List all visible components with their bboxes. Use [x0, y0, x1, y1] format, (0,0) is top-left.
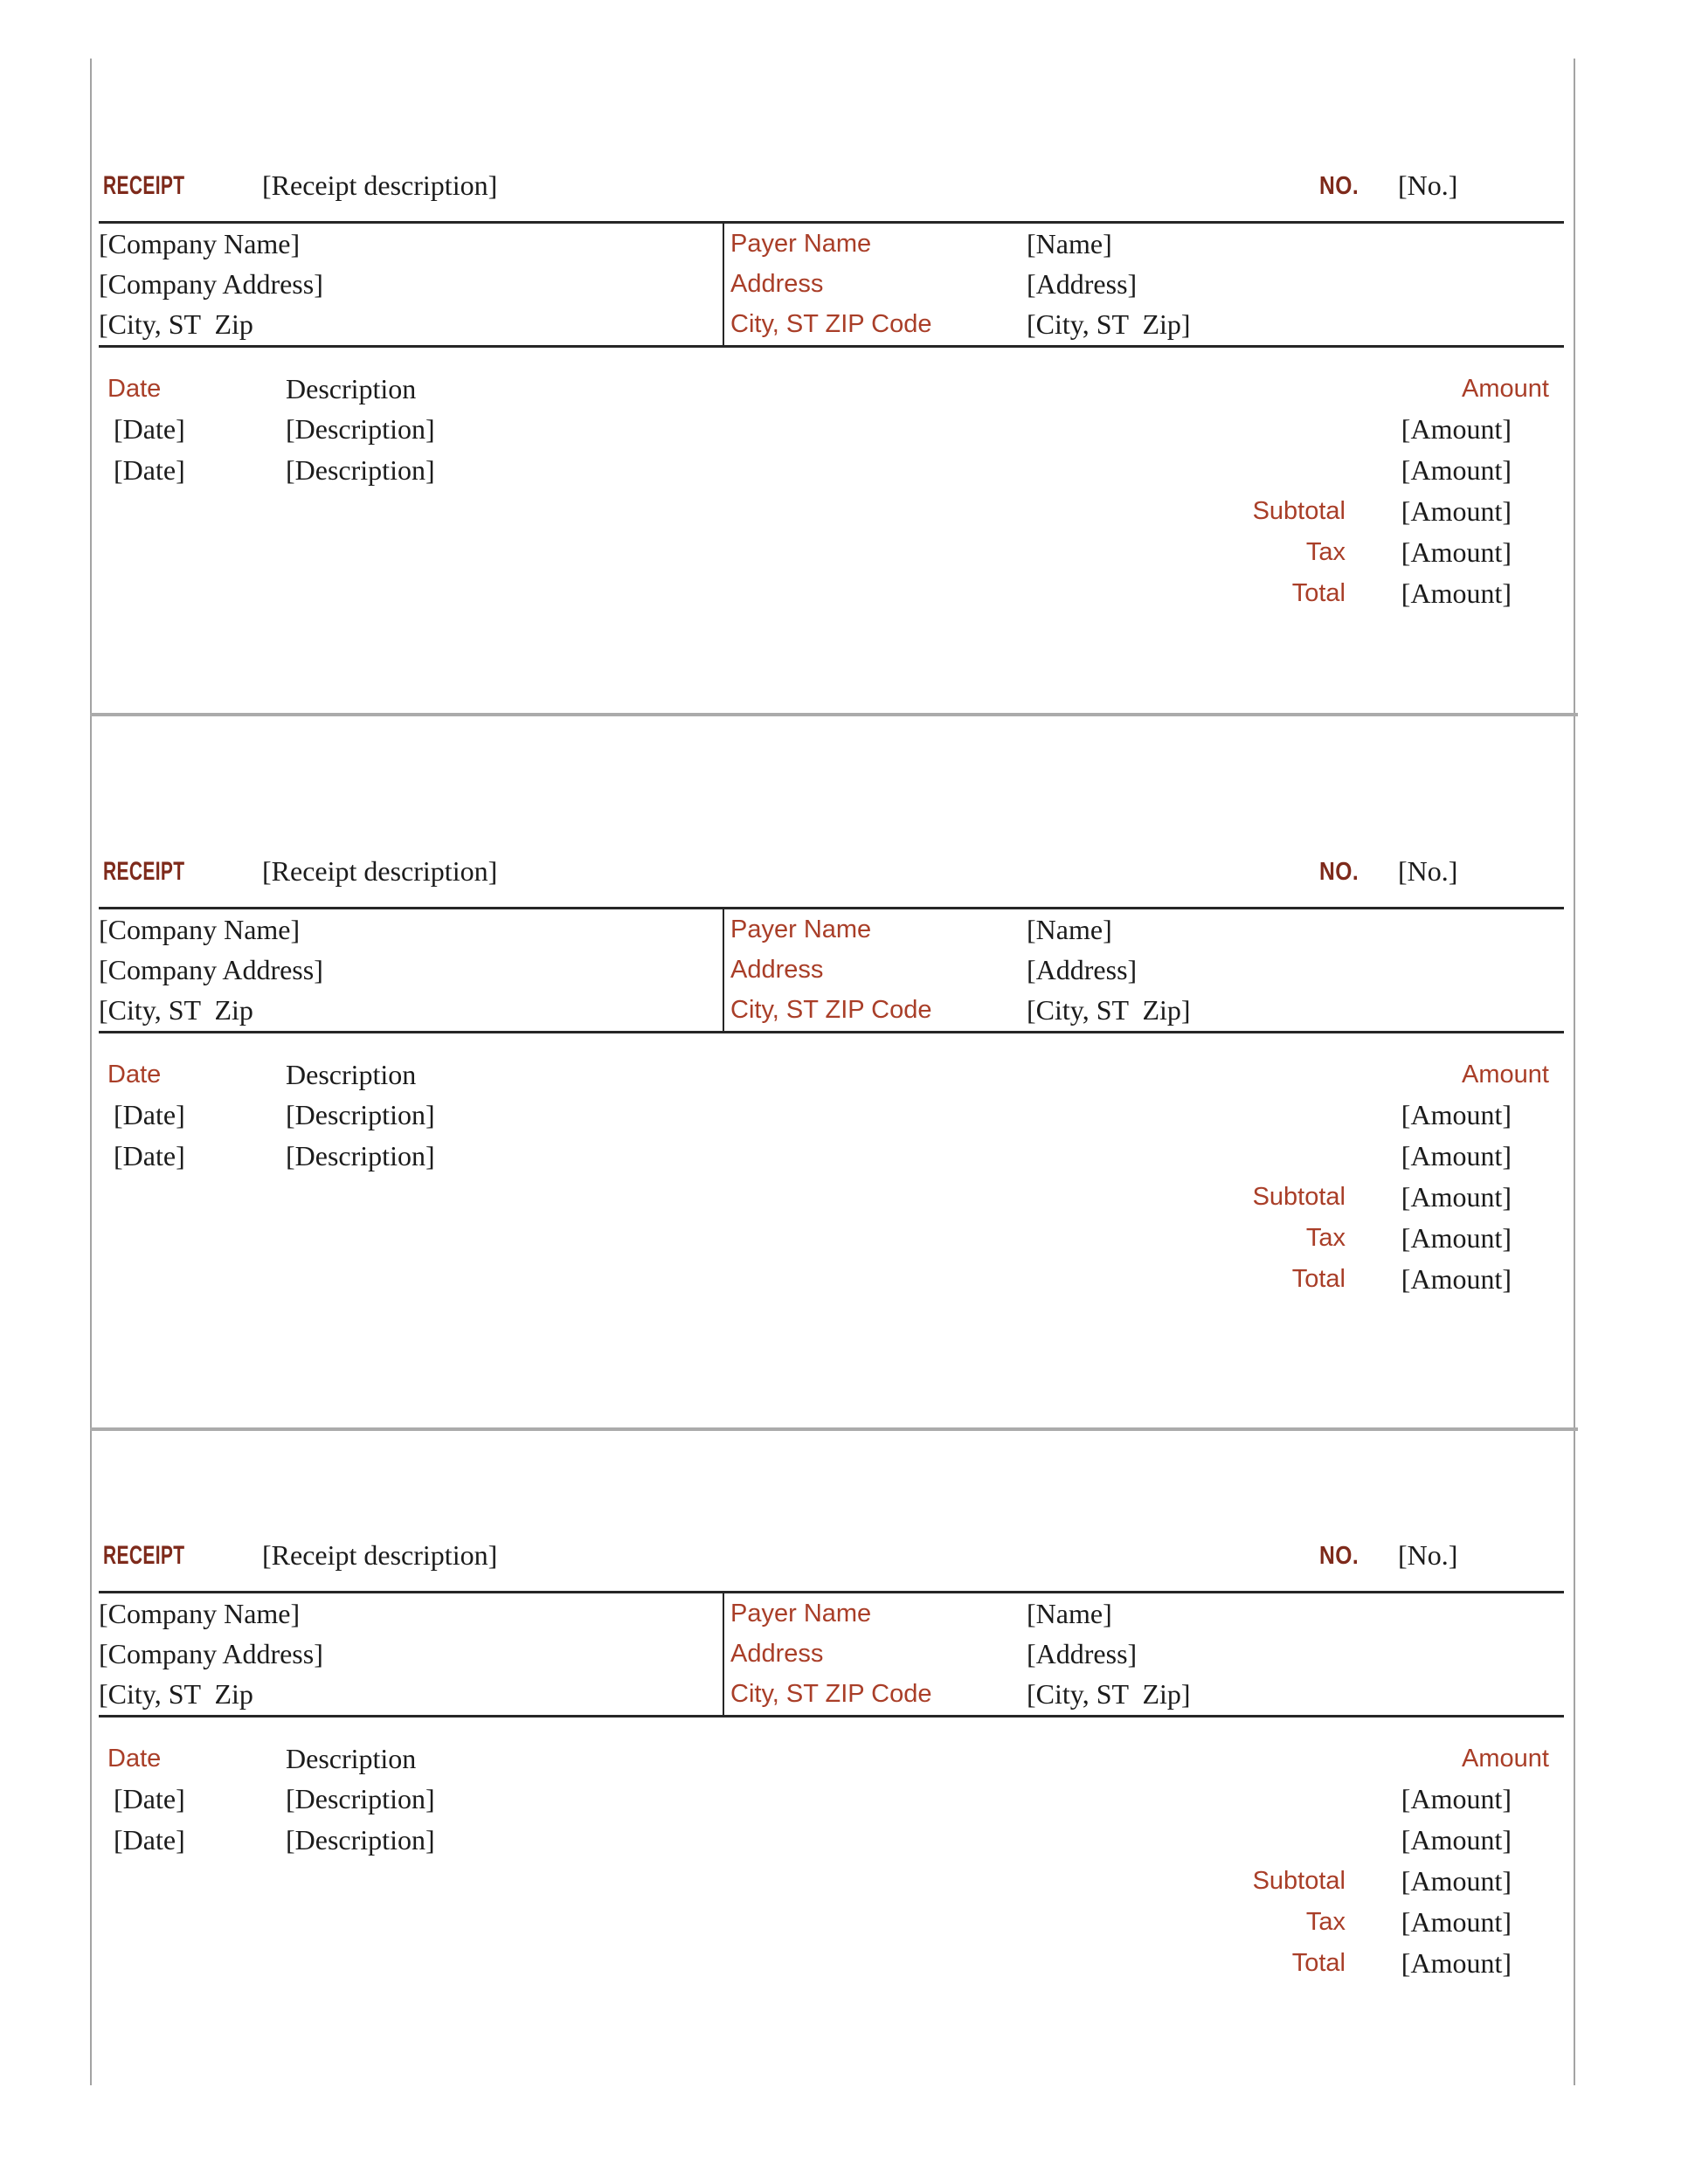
payer-city-value: [City, ST Zip]: [1027, 1678, 1191, 1710]
receipt-heading: RECEIPT: [103, 1541, 185, 1570]
item-date: [Date]: [114, 1783, 185, 1814]
payer-address-value: [Address]: [1027, 268, 1138, 300]
item-description: [Description]: [286, 1783, 435, 1814]
company-name: [Company Name]: [99, 914, 301, 945]
subtotal-amount: [Amount]: [1401, 1181, 1512, 1213]
receipt-no-value: [No.]: [1398, 1539, 1458, 1571]
company-city: [City, ST Zip: [99, 994, 253, 1026]
subtotal-amount: [Amount]: [1401, 495, 1512, 527]
receipt-heading: RECEIPT: [103, 171, 185, 200]
receipt-no-label: NO.: [1319, 172, 1359, 200]
description-column-header: Description: [286, 1059, 417, 1090]
total-amount: [Amount]: [1401, 577, 1512, 609]
subtotal-label: Subtotal: [1252, 1183, 1346, 1211]
payer-name-value: [Name]: [1027, 1598, 1112, 1629]
item-date: [Date]: [114, 413, 185, 445]
company-name: [Company Name]: [99, 228, 301, 259]
date-column-header: Date: [107, 1745, 162, 1773]
item-date: [Date]: [114, 454, 185, 486]
payer-name-label: Payer Name: [730, 1600, 872, 1628]
tax-amount: [Amount]: [1401, 536, 1512, 568]
payer-city-label: City, ST ZIP Code: [730, 996, 932, 1024]
item-description: [Description]: [286, 1824, 435, 1856]
item-description: [Description]: [286, 413, 435, 445]
item-amount: [Amount]: [1401, 1783, 1512, 1814]
item-date: [Date]: [114, 1824, 185, 1856]
address-cell-divider: [723, 1593, 724, 1715]
item-amount: [Amount]: [1401, 1824, 1512, 1856]
tax-amount: [Amount]: [1401, 1906, 1512, 1938]
payer-city-label: City, ST ZIP Code: [730, 310, 932, 338]
payer-address-value: [Address]: [1027, 954, 1138, 985]
payer-address-value: [Address]: [1027, 1638, 1138, 1669]
receipt-no-label: NO.: [1319, 1542, 1359, 1570]
receipt-description: [Receipt description]: [262, 855, 498, 887]
tax-label: Tax: [1305, 1908, 1346, 1936]
payer-name-value: [Name]: [1027, 914, 1112, 945]
receipt-description: [Receipt description]: [262, 1539, 498, 1571]
item-date: [Date]: [114, 1099, 185, 1130]
company-address: [Company Address]: [99, 954, 323, 985]
receipt-section-1: [0, 166, 1688, 620]
horizontal-rule-bottom: [99, 1031, 1564, 1033]
item-description: [Description]: [286, 1099, 435, 1130]
subtotal-label: Subtotal: [1252, 497, 1346, 525]
date-column-header: Date: [107, 1061, 162, 1089]
payer-address-label: Address: [730, 270, 824, 298]
receipt-no-label: NO.: [1319, 858, 1359, 886]
company-address: [Company Address]: [99, 268, 323, 300]
receipt-section-3: [0, 1536, 1688, 1990]
payer-address-label: Address: [730, 1640, 824, 1668]
item-amount: [Amount]: [1401, 1099, 1512, 1130]
item-description: [Description]: [286, 454, 435, 486]
description-column-header: Description: [286, 373, 417, 404]
horizontal-rule-bottom: [99, 1715, 1564, 1717]
receipt-heading: RECEIPT: [103, 857, 185, 886]
receipt-section-2: [0, 852, 1688, 1306]
amount-column-header: Amount: [1462, 375, 1549, 403]
company-city: [City, ST Zip: [99, 308, 253, 340]
company-address: [Company Address]: [99, 1638, 323, 1669]
item-amount: [Amount]: [1401, 413, 1512, 445]
address-cell-divider: [723, 909, 724, 1031]
payer-name-value: [Name]: [1027, 228, 1112, 259]
receipt-no-value: [No.]: [1398, 855, 1458, 887]
total-amount: [Amount]: [1401, 1263, 1512, 1295]
tax-amount: [Amount]: [1401, 1222, 1512, 1254]
tax-label: Tax: [1305, 538, 1346, 566]
payer-address-label: Address: [730, 956, 824, 984]
total-label: Total: [1291, 1949, 1346, 1977]
total-amount: [Amount]: [1401, 1947, 1512, 1979]
item-description: [Description]: [286, 1140, 435, 1171]
payer-city-label: City, ST ZIP Code: [730, 1680, 932, 1708]
subtotal-amount: [Amount]: [1401, 1865, 1512, 1897]
total-label: Total: [1291, 579, 1346, 607]
amount-column-header: Amount: [1462, 1061, 1549, 1089]
subtotal-label: Subtotal: [1252, 1867, 1346, 1895]
item-amount: [Amount]: [1401, 1140, 1512, 1171]
item-amount: [Amount]: [1401, 454, 1512, 486]
payer-name-label: Payer Name: [730, 916, 872, 943]
company-name: [Company Name]: [99, 1598, 301, 1629]
payer-city-value: [City, ST Zip]: [1027, 308, 1191, 340]
total-label: Total: [1291, 1265, 1346, 1293]
tax-label: Tax: [1305, 1224, 1346, 1252]
date-column-header: Date: [107, 375, 162, 403]
amount-column-header: Amount: [1462, 1745, 1549, 1773]
address-cell-divider: [723, 223, 724, 345]
payer-name-label: Payer Name: [730, 230, 872, 258]
company-city: [City, ST Zip: [99, 1678, 253, 1710]
horizontal-rule-bottom: [99, 345, 1564, 348]
item-date: [Date]: [114, 1140, 185, 1171]
payer-city-value: [City, ST Zip]: [1027, 994, 1191, 1026]
receipt-description: [Receipt description]: [262, 169, 498, 201]
description-column-header: Description: [286, 1743, 417, 1774]
receipt-no-value: [No.]: [1398, 169, 1458, 201]
receipt-separator-2: [90, 1427, 1578, 1431]
receipt-separator-1: [90, 713, 1578, 716]
